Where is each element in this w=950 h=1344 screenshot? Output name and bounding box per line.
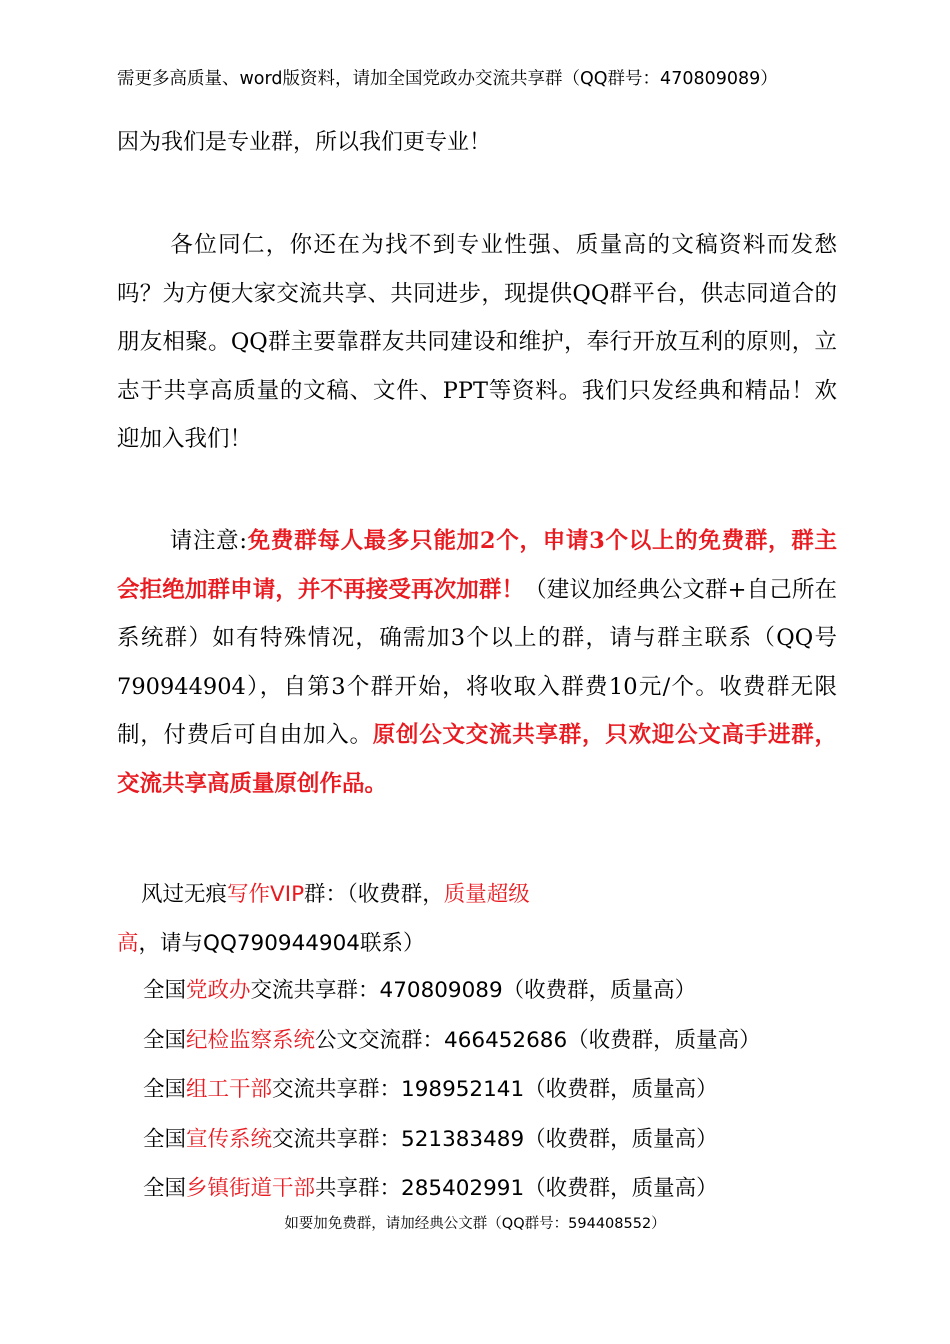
notice-warning: 免费群每人最多只能加2个，申请3个以上的免费群，群主会拒绝加群申请，并不再接受再次加群！ — [117, 528, 837, 603]
group-info: 共享群：285402991（收费群，质量高） — [315, 1176, 718, 1202]
group-info: 交流共享群：521383489（收费群，质量高） — [272, 1126, 718, 1152]
notice-details: （建议加经典公文群+自己所在系统群）如有特殊情况，确需加3个以上的群，请与群主联系（QQ号790944904），自第3个群开始，将收取入群费10元/个。收费群无限制，付费后可自由加入。 — [117, 576, 837, 749]
intro-paragraph — [117, 221, 837, 464]
vip-suffix: ，请与QQ790944904联系） — [138, 931, 425, 956]
list-item — [143, 1016, 883, 1066]
original-group-note: 原创公文交流共享群，只欢迎公文高手进群，交流共享高质量原创作品。 — [117, 722, 837, 797]
notice-paragraph — [117, 517, 837, 809]
list-item — [143, 1115, 883, 1165]
vip-prefix: 风过无痕 — [141, 882, 228, 907]
slogan: 因为我们是专业群，所以我们更专业！ — [117, 130, 492, 155]
page-header: 需更多高质量、word版资料，请加全国党政办交流共享群（QQ群号：470809089） — [117, 69, 778, 89]
vip-quality: 质量超级高 — [117, 882, 530, 956]
group-list — [143, 966, 883, 1214]
group-name: 宣传系统 — [186, 1126, 273, 1152]
vip-middle: 群：（收费群， — [304, 882, 444, 907]
intro-text: 各位同仁，你还在为找不到专业性强、质量高的文稿资料而发愁吗？为方便大家交流共享、共同进步，现提供QQ群平台，供志同道合的朋友相聚。QQ群主要靠群友共同建设和维护，奉行开放互利的原则，立志于共享高质量的文稿、文件、PPT等资料。我们只发经典和精品！欢迎加入我们！ — [117, 232, 837, 453]
vip-highlight: 写作VIP — [227, 882, 305, 907]
group-prefix: 全国 — [143, 1176, 187, 1202]
group-name: 纪检监察系统 — [186, 1027, 316, 1053]
group-prefix: 全国 — [143, 1027, 187, 1053]
list-item — [143, 1065, 883, 1115]
list-item — [143, 1164, 883, 1214]
group-info: 交流共享群：470809089（收费群，质量高） — [250, 978, 697, 1003]
list-item — [143, 966, 883, 1016]
group-info: 交流共享群：198952141（收费群，质量高） — [272, 1077, 718, 1103]
group-name: 乡镇街道干部 — [186, 1176, 316, 1202]
page-footer: 如要加免费群，请加经典公文群（QQ群号：594408552） — [284, 1216, 666, 1232]
group-prefix: 全国 — [143, 978, 187, 1003]
group-name: 组工干部 — [186, 1077, 273, 1103]
group-name: 党政办 — [186, 978, 251, 1003]
group-info: 公文交流群：466452686（收费群，质量高） — [315, 1027, 761, 1053]
notice-label: 请注意: — [169, 528, 247, 554]
group-prefix: 全国 — [143, 1126, 187, 1152]
vip-group-line — [117, 870, 837, 968]
group-prefix: 全国 — [143, 1077, 187, 1103]
